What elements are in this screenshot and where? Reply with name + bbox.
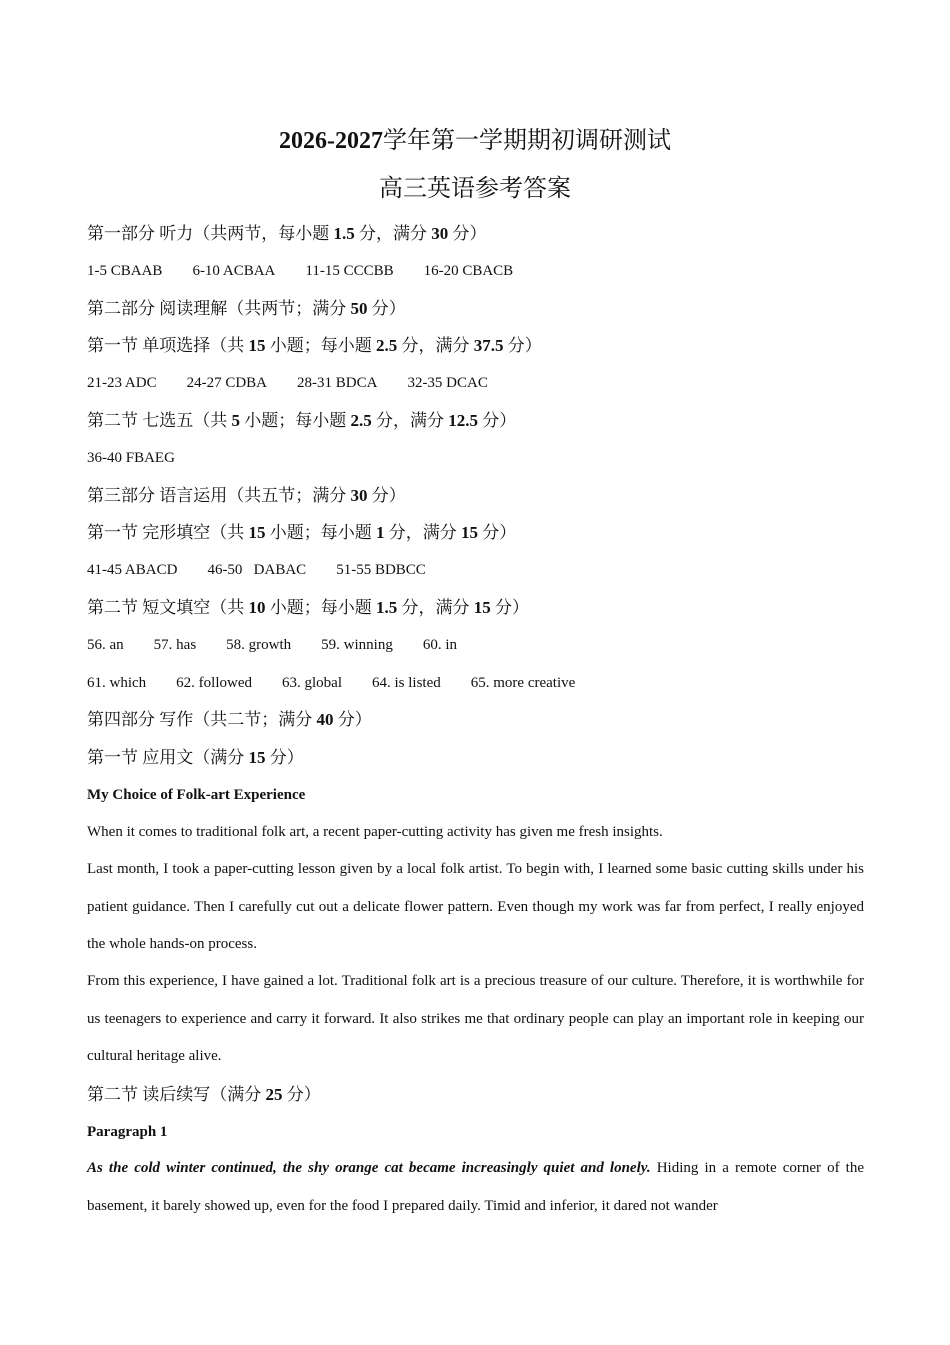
answer-group: 16-20 CBACB: [423, 263, 514, 279]
answer-item: 58. growth: [226, 637, 292, 653]
paragraph-1-label: Paragraph 1: [87, 1124, 168, 1140]
part3-section1-heading: 第一节 完形填空（共 15 小题；每小题 1 分，满分 15 分）: [87, 523, 517, 542]
answer-item: 56. an: [87, 637, 124, 653]
page-subtitle: 高三英语参考答案: [379, 176, 571, 202]
answer-group: 32-35 DCAC: [407, 375, 488, 391]
title-year: 2026-2027: [279, 128, 383, 154]
answer-item: 62. followed: [176, 675, 252, 691]
answer-group: 51-55 BDBCC: [336, 562, 426, 578]
part1-heading: 第一部分 听力（共两节，每小题 1.5 分，满分 30 分）: [87, 224, 487, 243]
answer-group: 46-50 DABAC: [207, 562, 307, 578]
paragraph-body: Hiding in a remote corner of the basement, it barely showed up, even for the food I prepared daily. Timid and inferior, it dared not wander: [87, 1160, 864, 1214]
answers-56-60: [87, 634, 487, 656]
answer-item: 65. more creative: [470, 675, 576, 691]
continuation-paragraph-1: [87, 1150, 864, 1225]
answer-item: 61. which: [87, 675, 147, 691]
answer-group: 28-31 BDCA: [297, 375, 378, 391]
answers-41-55: [87, 559, 456, 581]
essay-title: My Choice of Folk-art Experience: [87, 787, 306, 803]
part2-heading: 第二部分 阅读理解（共两节；满分 50 分）: [87, 299, 406, 318]
part3-heading: 第三部分 语言运用（共五节；满分 30 分）: [87, 486, 406, 505]
part2-section2-heading: 第二节 七选五（共 5 小题；每小题 2.5 分，满分 12.5 分）: [87, 411, 517, 430]
answers-21-35: [87, 372, 518, 394]
answers-36-40: [87, 447, 205, 469]
title-text: 学年第一学期期初调研测试: [383, 128, 671, 154]
answer-group: 41-45 ABACD: [87, 562, 178, 578]
paragraph-lead-sentence: As the cold winter continued, the shy orange cat became increasingly quiet and lonely.: [87, 1160, 651, 1176]
answer-item: 60. in: [422, 637, 458, 653]
part3-section2-heading: 第二节 短文填空（共 10 小题；每小题 1.5 分，满分 15 分）: [87, 598, 529, 617]
answer-item: 57. has: [153, 637, 197, 653]
part4-section2-heading: 第二节 读后续写（满分 25 分）: [87, 1085, 321, 1104]
answers-1-20: [87, 260, 543, 282]
part4-section1-heading: 第一节 应用文（满分 15 分）: [87, 748, 304, 767]
part2-section1-heading: 第一节 单项选择（共 15 小题；每小题 2.5 分，满分 37.5 分）: [87, 336, 542, 355]
answer-group: 21-23 ADC: [87, 375, 157, 391]
answer-group: 6-10 ACBAA: [192, 263, 276, 279]
answer-item: 64. is listed: [372, 675, 441, 691]
answer-item: 63. global: [282, 675, 342, 691]
part4-heading: 第四部分 写作（共二节；满分 40 分）: [87, 710, 372, 729]
answer-group: 24-27 CDBA: [186, 375, 268, 391]
answer-group: 36-40 FBAEG: [87, 450, 175, 466]
essay-paragraph-3: From this experience, I have gained a lot. Traditional folk art is a precious treasure of our culture. Therefore, it is worthwhile for us teenagers to experience and carry it forward. It also strikes me that ordinary people can play an important role in keeping our cultural heritage alive.: [87, 973, 864, 1064]
page-title: [0, 124, 950, 158]
answer-group: 11-15 CCCBB: [305, 263, 394, 279]
essay-paragraph-1: When it comes to traditional folk art, a recent paper-cutting activity has given me fresh insights.: [87, 824, 663, 840]
essay-paragraph-2: Last month, I took a paper-cutting lesson given by a local folk artist. To begin with, I learned some basic cutting skills under his patient guidance. Then I carefully cut out a delicate flower pattern. Even though my work was far from perfect, I really enjoyed the whole hands-on process.: [87, 861, 864, 952]
answers-61-65: [87, 672, 605, 694]
answer-group: 1-5 CBAAB: [87, 263, 163, 279]
answer-item: 59. winning: [321, 637, 393, 653]
